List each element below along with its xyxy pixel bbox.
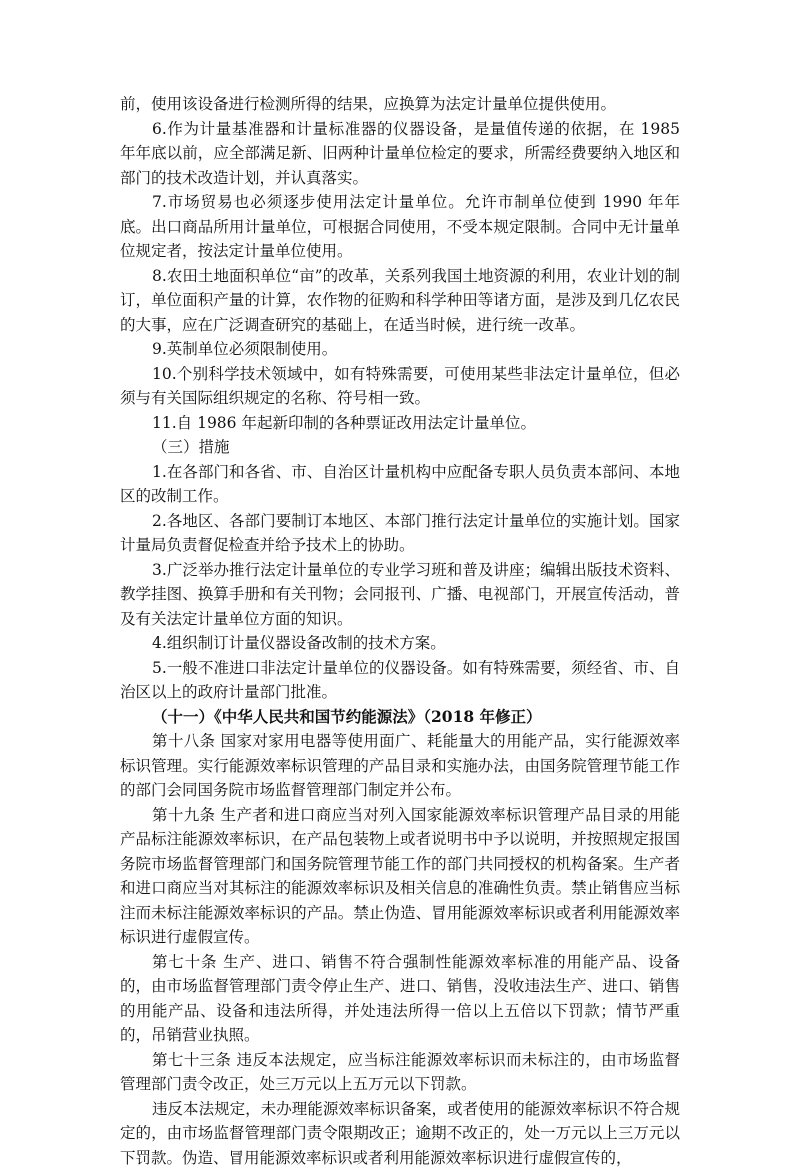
measure-item-2: 2.各地区、各部门要制订本地区、本部门推行法定计量单位的实施计划。国家计量局负责督促检查并给予技术上的协助。 — [120, 509, 680, 558]
measure-item-4: 4.组织制订计量仪器设备改制的技术方案。 — [120, 631, 680, 656]
article-18: 第十八条 国家对家用电器等使用面广、耗能量大的用能产品，实行能源效率标识管理。实行能源效率标识管理的产品目录和实施办法，由国务院管理节能工作的部门会同国务院市场监督管理部门制定并公布。 — [120, 729, 680, 803]
paragraph-continuation: 前，使用该设备进行检测所得的结果，应换算为法定计量单位提供使用。 — [120, 92, 680, 117]
article-73: 第七十三条 违反本法规定，应当标注能源效率标识而未标注的，由市场监督管理部门责令改正，处三万元以上五万元以下罚款。 — [120, 1048, 680, 1097]
paragraph-item-10: 10.个别科学技术领域中，如有特殊需要，可使用某些非法定计量单位，但必须与有关国际组织规定的名称、符号相一致。 — [120, 362, 680, 411]
section-heading-energy-law: （十一）《中华人民共和国节约能源法》（2018 年修正） — [120, 705, 680, 730]
measure-item-5: 5.一般不准进口非法定计量单位的仪器设备。如有特殊需要，须经省、市、自治区以上的政府计量部门批准。 — [120, 656, 680, 705]
paragraph-item-8: 8.农田土地面积单位“亩”的改革，关系列我国土地资源的利用，农业计划的制订，单位面积产量的计算，农作物的征购和科学种田等诸方面，是涉及到几亿农民的大事，应在广泛调查研究的基础上，在适当时候，进行统一改革。 — [120, 264, 680, 338]
page-body — [120, 92, 680, 1170]
section-measures-title: （三）措施 — [120, 435, 680, 460]
article-73-continued: 违反本法规定，未办理能源效率标识备案，或者使用的能源效率标识不符合规定的，由市场监督管理部门责令限期改正；逾期不改正的，处一万元以上三万元以下罚款。伪造、冒用能源效率标识或者利用能源效率标识进行虚假宣传的， — [120, 1097, 680, 1170]
paragraph-item-9: 9.英制单位必须限制使用。 — [120, 337, 680, 362]
paragraph-item-6: 6.作为计量基准器和计量标准器的仪器设备，是量值传递的依据，在 1985 年年底以前，应全部满足新、旧两种计量单位检定的要求，所需经费要纳入地区和部门的技术改造计划，并认真落实。 — [120, 117, 680, 191]
paragraph-item-7: 7.市场贸易也必须逐步使用法定计量单位。允许市制单位使到 1990 年年底。出口商品所用计量单位，可根据合同使用，不受本规定限制。合同中无计量单位规定者，按法定计量单位使用。 — [120, 190, 680, 264]
measure-item-1: 1.在各部门和各省、市、自治区计量机构中应配备专职人员负责本部问、本地区的改制工作。 — [120, 460, 680, 509]
measure-item-3: 3.广泛举办推行法定计量单位的专业学习班和普及讲座；编辑出版技术资料、教学挂图、换算手册和有关刊物；会同报刊、广播、电视部门，开展宣传活动，普及有关法定计量单位方面的知识。 — [120, 558, 680, 632]
article-70: 第七十条 生产、进口、销售不符合强制性能源效率标准的用能产品、设备的，由市场监督管理部门责令停止生产、进口、销售，没收违法生产、进口、销售的用能产品、设备和违法所得，并处违法所得一倍以上五倍以下罚款；情节严重的，吊销营业执照。 — [120, 950, 680, 1048]
article-19: 第十九条 生产者和进口商应当对列入国家能源效率标识管理产品目录的用能产品标注能源效率标识，在产品包装物上或者说明书中予以说明，并按照规定报国务院市场监督管理部门和国务院管理节能工作的部门共同授权的机构备案。生产者和进口商应当对其标注的能源效率标识及相关信息的准确性负责。禁止销售应当标注而未标注能源效率标识的产品。禁止伪造、冒用能源效率标识或者利用能源效率标识进行虚假宣传。 — [120, 803, 680, 950]
paragraph-item-11: 11.自 1986 年起新印制的各种票证改用法定计量单位。 — [120, 411, 680, 436]
